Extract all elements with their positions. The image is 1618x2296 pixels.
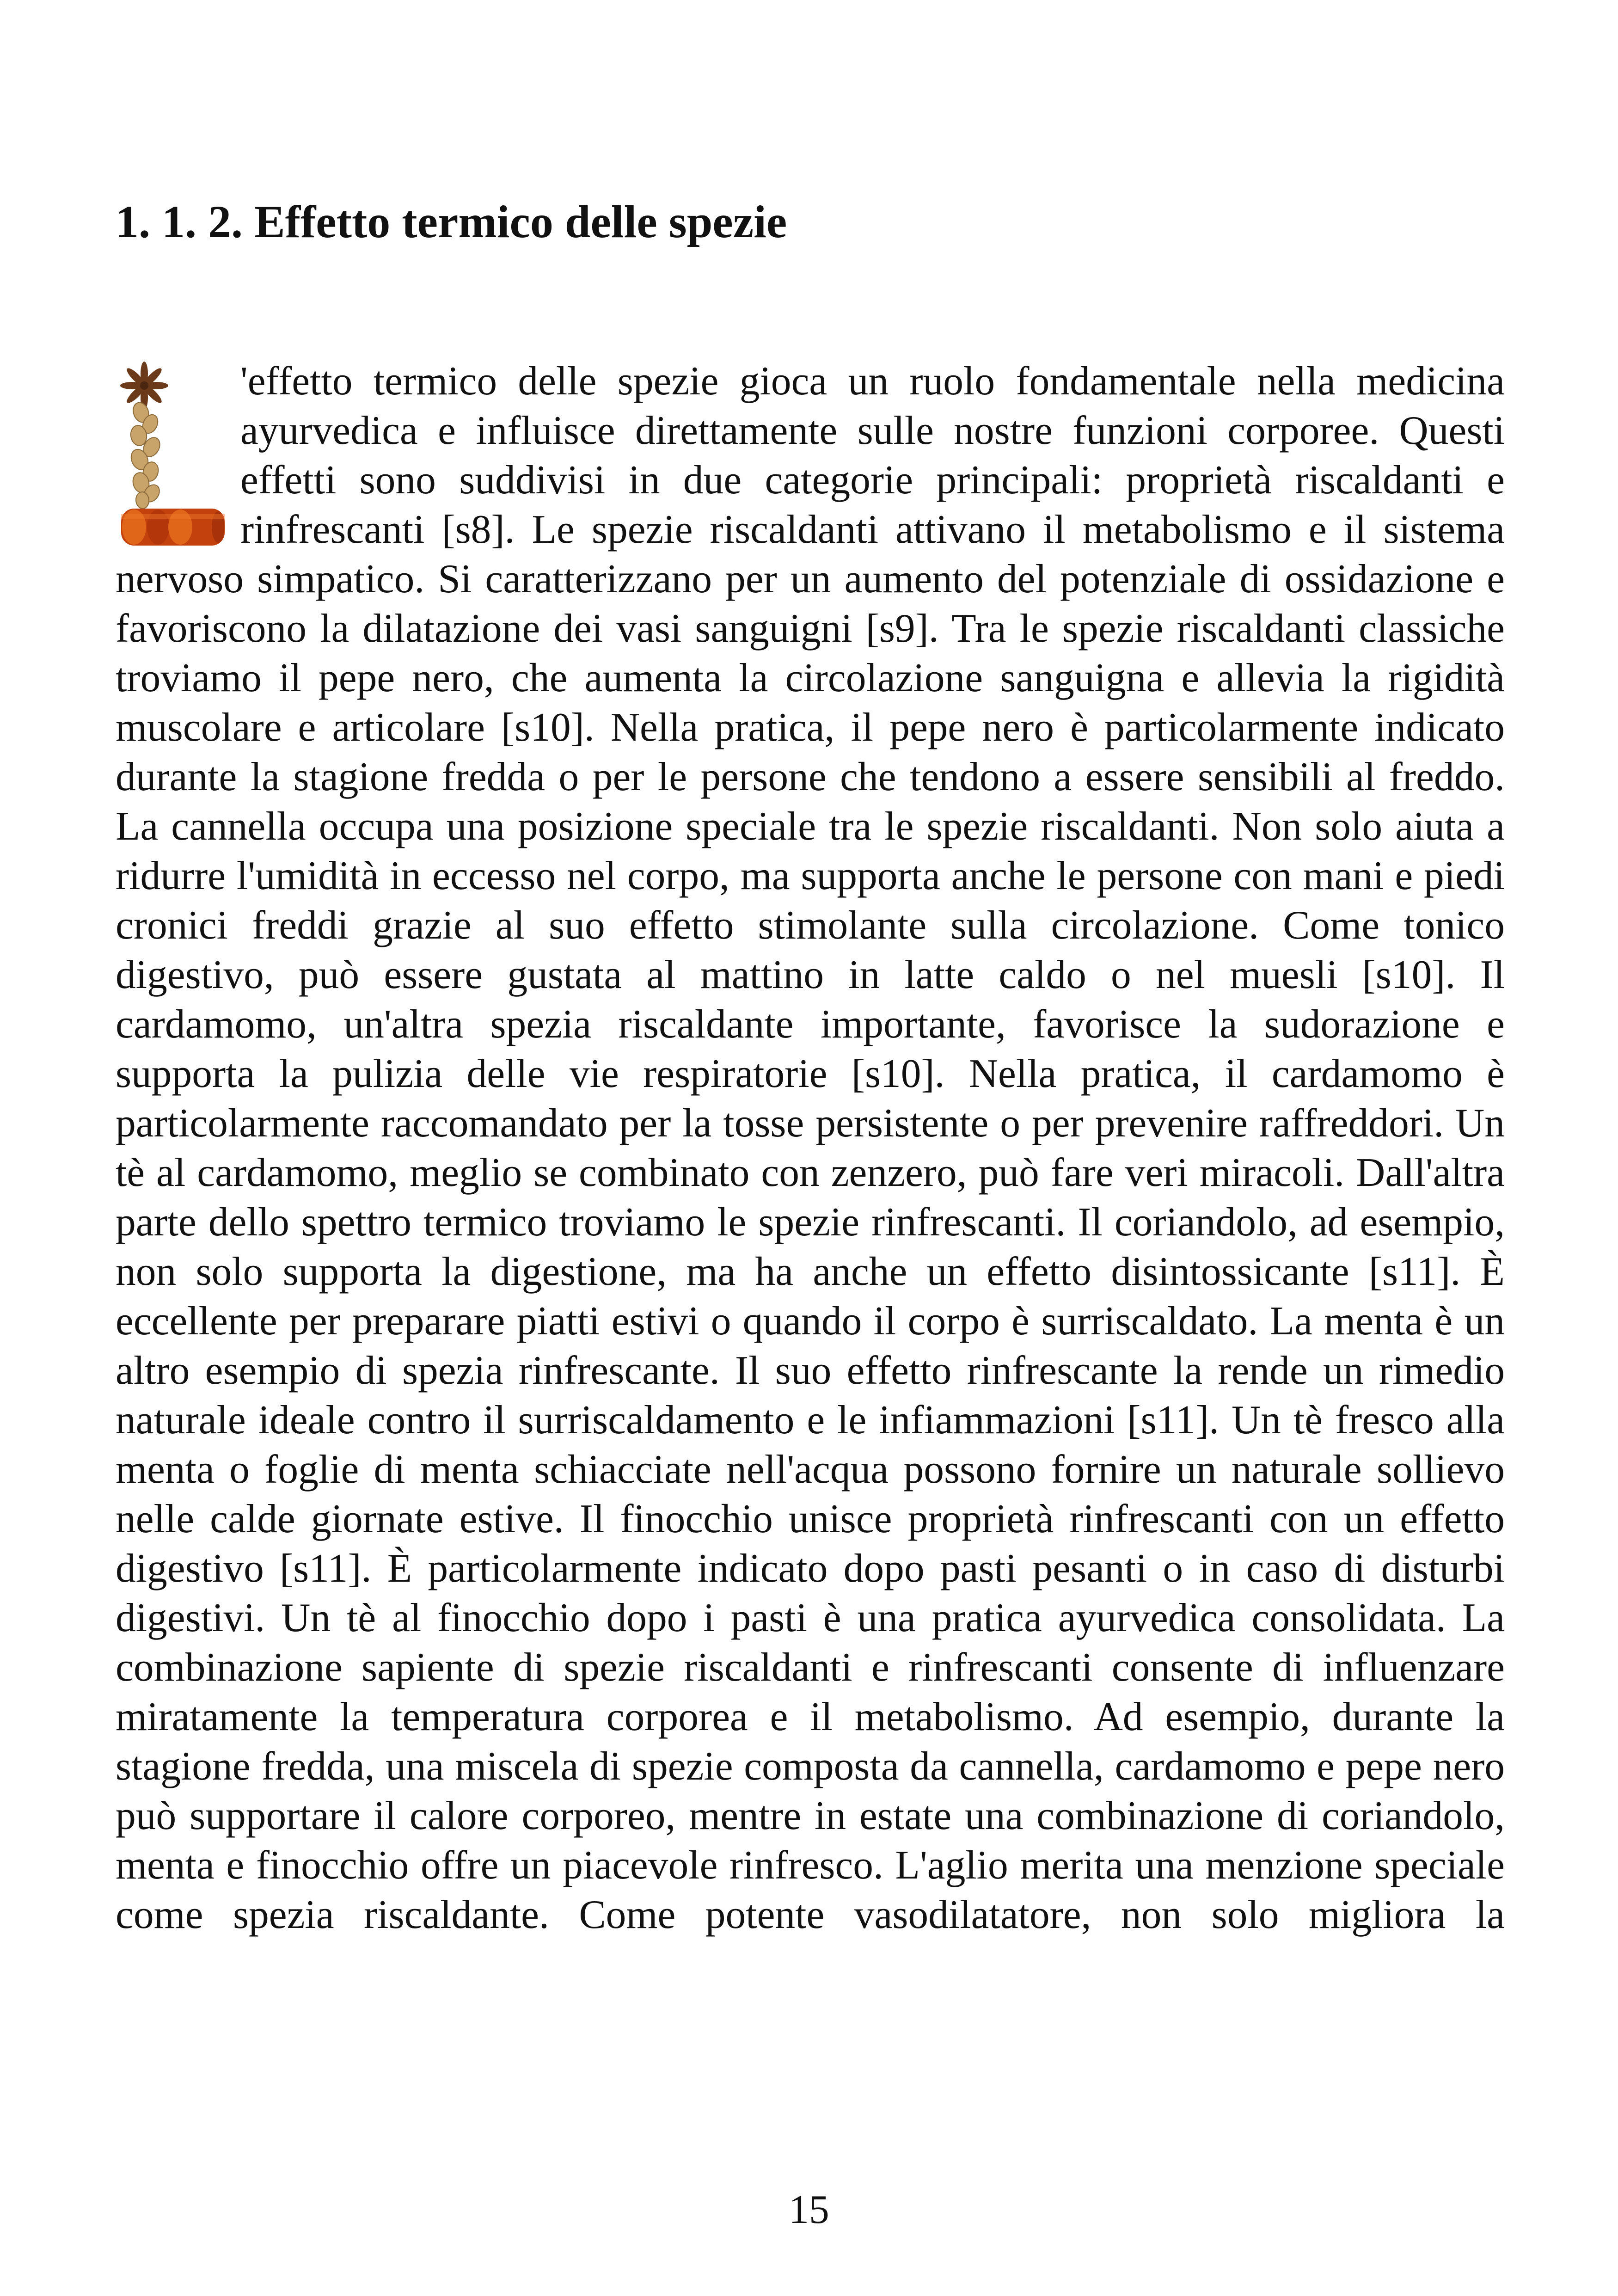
section-heading: 1. 1. 2. Effetto termico delle spezie: [116, 196, 787, 247]
spice-powder-base-icon: [121, 509, 225, 546]
drop-cap-initial: [116, 362, 227, 551]
body-text: 'effetto termico delle spezie gioca un ruolo fondamentale nella medicina ayurvedica e influisce direttamente sulle nostre funzioni corporee. Questi effetti sono suddivisi in due categorie principali: proprietà riscaldanti e rinfrescanti [s8]. Le spezie riscaldanti attivano il metabolismo e il sistema nervoso simpatico. Si caratterizzano per un aumento del potenziale di ossidazione e favoriscono la dilatazione dei vasi sanguigni [s9]. Tra le spezie riscaldanti classiche troviamo il pepe nero, che aumenta la circolazione sanguigna e allevia la rigidità muscolare e articolare [s10]. Nella pratica, il pepe nero è particolarmente indicato durante la stagione fredda o per le persone che tendono a essere sensibili al freddo. La cannella occupa una posizione speciale tra le spezie riscaldanti. Non solo aiuta a ridurre l'umidità in eccesso nel corpo, ma supporta anche le persone con mani e piedi cronici freddi grazie al suo effetto stimolante sulla circolazione. Come tonico digestivo, può essere gustata al mattino in latte caldo o nel muesli [s10]. Il cardamomo, un'altra spezia riscaldante importante, favorisce la sudorazione e supporta la pulizia delle vie respiratorie [s10]. Nella pratica, il cardamomo è particolarmente raccomandato per la tosse persistente o per prevenire raffreddori. Un tè al cardamomo, meglio se combinato con zenzero, può fare veri miracoli. Dall'altra parte dello spettro termico troviamo le spezie rinfrescanti. Il coriandolo, ad esempio, non solo supporta la digestione, ma ha anche un effetto disintossicante [s11]. È eccellente per preparare piatti estivi o quando il corpo è surriscaldato. La menta è un altro esempio di spezia rinfrescante. Il suo effetto rinfrescante la rende un rimedio naturale ideale contro il surriscaldamento e le infiammazioni [s11]. Un tè fresco alla menta o foglie di menta schiacciate nell'acqua possono fornire un naturale sollievo nelle calde giornate estive. Il finocchio unisce proprietà rinfrescanti con un effetto digestivo [s11]. È particolarmente indicato dopo pasti pesanti o in caso di disturbi digestivi. Un tè al finocchio dopo i pasti è una pratica ayurvedica consolidata. La combinazione sapiente di spezie riscaldanti e rinfrescanti consente di influenzare miratamente la temperatura corporea e il metabolismo. Ad esempio, durante la stagione fredda, una miscela di spezie composta da cannella, cardamomo e pepe nero può supportare il calore corporeo, mentre in estate una combinazione di coriandolo, menta e finocchio offre un piacevole rinfresco. L'aglio merita una menzione speciale come spezia riscaldante. Come potente vasodilatatore, non solo migliora la: [116, 358, 1505, 1937]
body-paragraph: [116, 356, 1505, 1939]
star-anise-icon: [120, 362, 168, 410]
page-number: 15: [789, 2187, 829, 2232]
spice-letter-l-decoration: [116, 362, 227, 551]
seed-stem-icon: [128, 400, 163, 509]
